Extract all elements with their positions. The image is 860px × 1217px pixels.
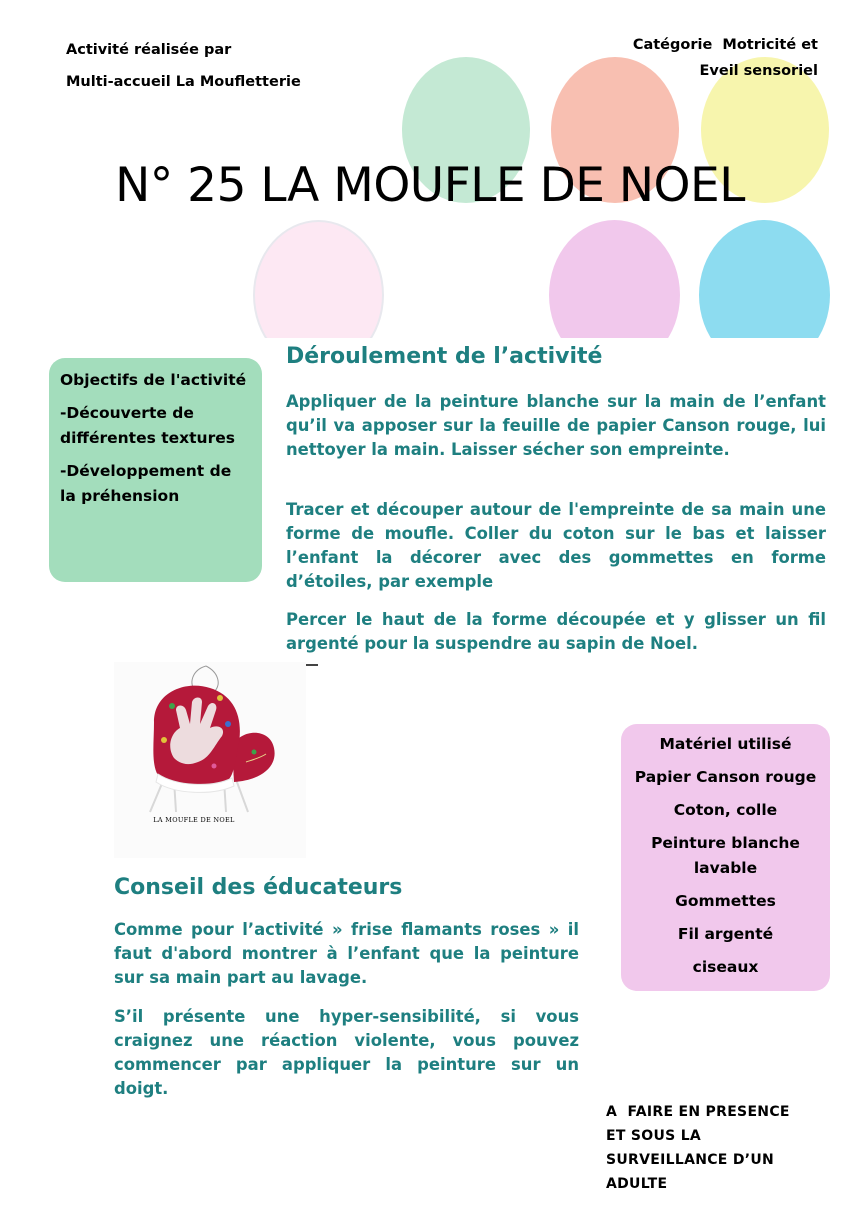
- materiel-item: Coton, colle: [673, 801, 778, 819]
- warning-line-2: ET SOUS LA: [606, 1128, 702, 1144]
- deroulement-paragraph-2: Tracer et découper autour de l'empreinte de sa main une forme de moufle. Coller du coton sur le bas et laisser l’enfant la décorer avec des gommettes en forme d’étoiles, par exemple: [286, 500, 826, 591]
- header-category: [633, 32, 818, 84]
- warning-line-1: A FAIRE EN PRESENCE: [606, 1104, 790, 1120]
- conseil-heading: Conseil des éducateurs: [114, 875, 403, 900]
- objectives-heading: Objectifs de l'activité: [60, 371, 247, 389]
- materiel-box: [621, 724, 830, 991]
- page-title: N° 25 LA MOUFLE DE NOEL: [115, 158, 745, 213]
- materiel-heading: Matériel utilisé: [659, 735, 792, 753]
- materiel-item: Gommettes: [675, 892, 776, 910]
- materiel-item: Fil argenté: [677, 925, 774, 943]
- objective-item: -Découverte de différentes textures: [60, 404, 235, 447]
- header-organisation: [66, 34, 301, 98]
- header-right-line2: Eveil sensoriel: [699, 63, 818, 79]
- conseil-paragraph-1: Comme pour l’activité » frise flamants roses » il faut d'abord montrer à l’enfant que la peinture sur sa main part au lavage.: [114, 920, 579, 987]
- header-left-line1: Activité réalisée par: [66, 42, 232, 58]
- warning-line-4: ADULTE: [606, 1176, 668, 1192]
- photo-caption: LA MOUFLE DE NOEL: [153, 816, 235, 824]
- objective-item: -Développement de la préhension: [60, 462, 232, 505]
- separator-dash: [304, 664, 318, 666]
- header-left-line2: Multi-accueil La Moufletterie: [66, 74, 301, 90]
- mitten-photo: [114, 662, 306, 858]
- materiel-item: Peinture blanche lavable: [651, 834, 800, 877]
- header-right-line1: Catégorie Motricité et: [632, 37, 818, 53]
- conseil-paragraph-2: S’il présente une hyper-sensibilité, si vous craignez une réaction violente, vous pouvez commencer par appliquer la peinture sur un doigt.: [114, 1007, 579, 1098]
- deroulement-paragraph-3: Percer le haut de la forme découpée et y glisser un fil argenté pour la suspendre au sapin de Noel.: [286, 610, 826, 653]
- deroulement-paragraph-1: Appliquer de la peinture blanche sur la main de l’enfant qu’il va apposer sur la feuille de papier Canson rouge, lui nettoyer la main. Laisser sécher son empreinte.: [286, 392, 826, 459]
- mitten-illustration: [114, 662, 306, 858]
- deroulement-heading: Déroulement de l’activité: [286, 344, 603, 369]
- materiel-item: Papier Canson rouge: [634, 768, 817, 786]
- materiel-item: ciseaux: [692, 958, 759, 976]
- safety-warning: [606, 1100, 790, 1196]
- objectives-box: [49, 358, 262, 582]
- warning-line-3: SURVEILLANCE D’UN: [606, 1152, 775, 1168]
